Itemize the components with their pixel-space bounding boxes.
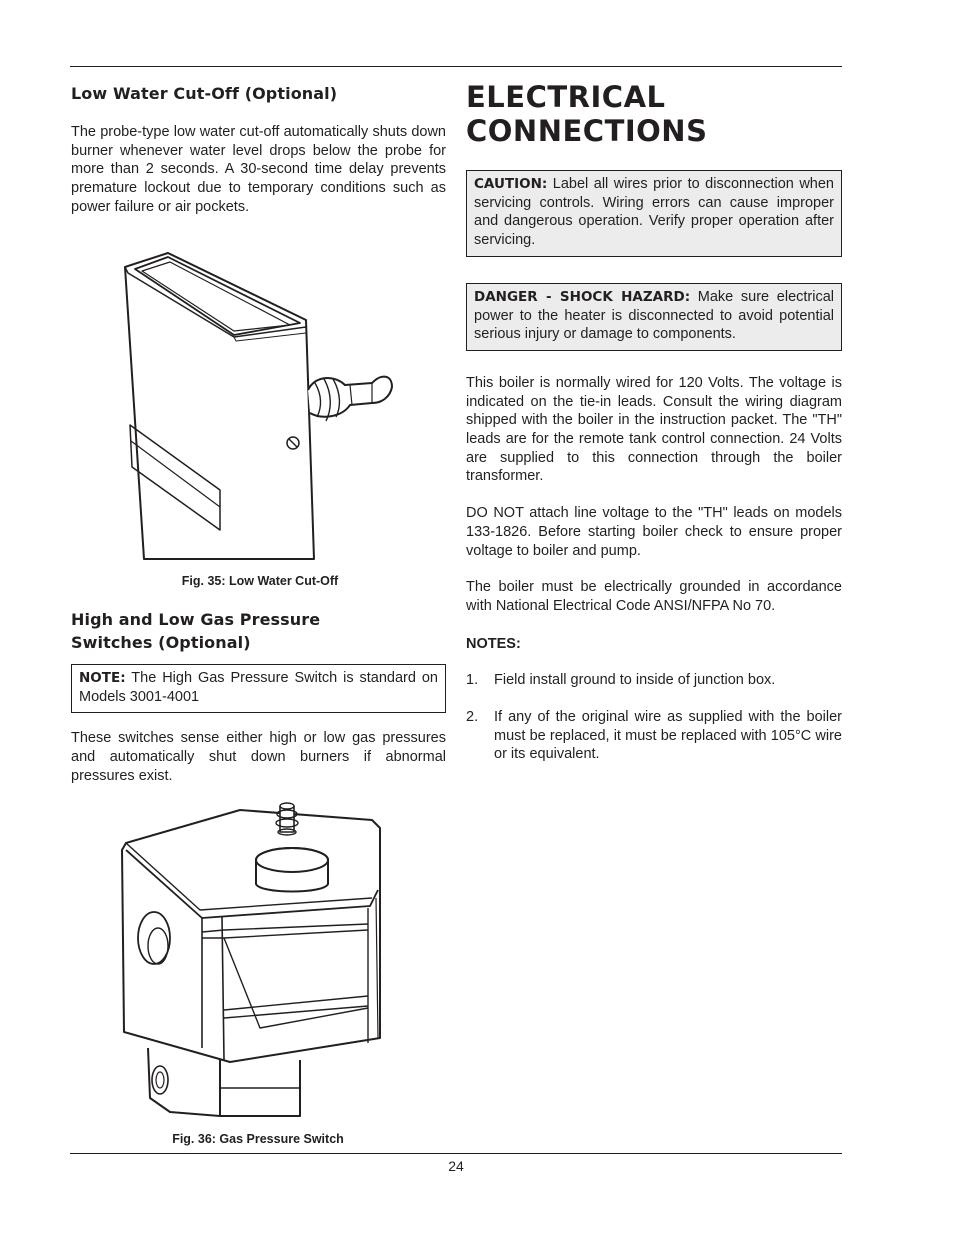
list-item [466,671,842,690]
line-voltage-warning-paragraph: DO NOT attach line voltage to the "TH" leads on models 133-1826. Before starting boiler check to ensure proper voltage to boiler and pump. [466,505,842,559]
bottom-rule [70,1153,842,1154]
lwco-paragraph: The probe-type low water cut-off automatically shuts down burner whenever water level drops below the probe for more than 2 seconds. A 30-second time delay prevents premature lockout due to temporary conditions such as power failure or air pockets. [71,124,446,215]
notes-heading: NOTES: [466,635,521,652]
gas-switch-section [71,608,446,786]
list-item-number: 2. [466,709,479,726]
fig35-caption: Fig. 35: Low Water Cut-Off [181,574,339,588]
title-line2: CONNECTIONS [466,114,708,148]
lwco-heading: Low Water Cut-Off (Optional) [71,84,338,103]
gas-pressure-switch-illustration [110,798,410,1128]
title-line1: ELECTRICAL [466,80,666,114]
gas-switch-heading [71,608,446,654]
note-box [71,664,446,713]
note-label: NOTE: [79,670,126,686]
danger-label: DANGER - SHOCK HAZARD: [474,288,691,305]
note-text: The High Gas Pressure Switch is standard on Models 3001-4001 [79,670,438,705]
top-rule [70,66,842,67]
gas-heading-line2: Switches (Optional) [71,633,251,652]
caution-label: CAUTION: [474,176,548,192]
danger-box [466,283,842,351]
danger-text: Make sure electrical power to the heater is disconnected to avoid potential serious injury or damage to components. [474,288,835,343]
left-column [71,82,446,217]
gas-switch-paragraph: These switches sense either high or low gas pressures and automatically shut down burners if abnormal pressures exist. [71,730,446,784]
list-item [466,708,842,764]
gas-heading-line1: High and Low Gas Pressure [71,610,321,629]
caution-box [466,170,842,257]
caution-text: Label all wires prior to disconnection when servicing controls. Wiring errors can cause improper and dangerous operation. Verify proper operation after servicing. [474,176,834,249]
list-item-number: 1. [466,672,479,689]
fig36-caption: Fig. 36: Gas Pressure Switch [172,1132,344,1146]
page-number: 24 [448,1158,464,1174]
right-column [466,80,842,764]
grounding-paragraph: The boiler must be electrically grounded in accordance with National Electrical Code ANSI/NFPA No 70. [466,579,842,614]
list-item-text: Field install ground to inside of junction box. [494,672,776,689]
low-water-cutoff-illustration [110,245,410,575]
section-title [466,80,842,148]
list-item-text: If any of the original wire as supplied with the boiler must be replaced, it must be replaced with 105°C wire or its equivalent. [494,709,842,763]
voltage-paragraph: This boiler is normally wired for 120 Volts. The voltage is indicated on the tie-in leads. Consult the wiring diagram shipped with the boiler in the instruction packet. The "TH" leads are for the remote tank control connection. 24 Volts are supplied to this connection through the boiler transformer. [466,374,842,485]
